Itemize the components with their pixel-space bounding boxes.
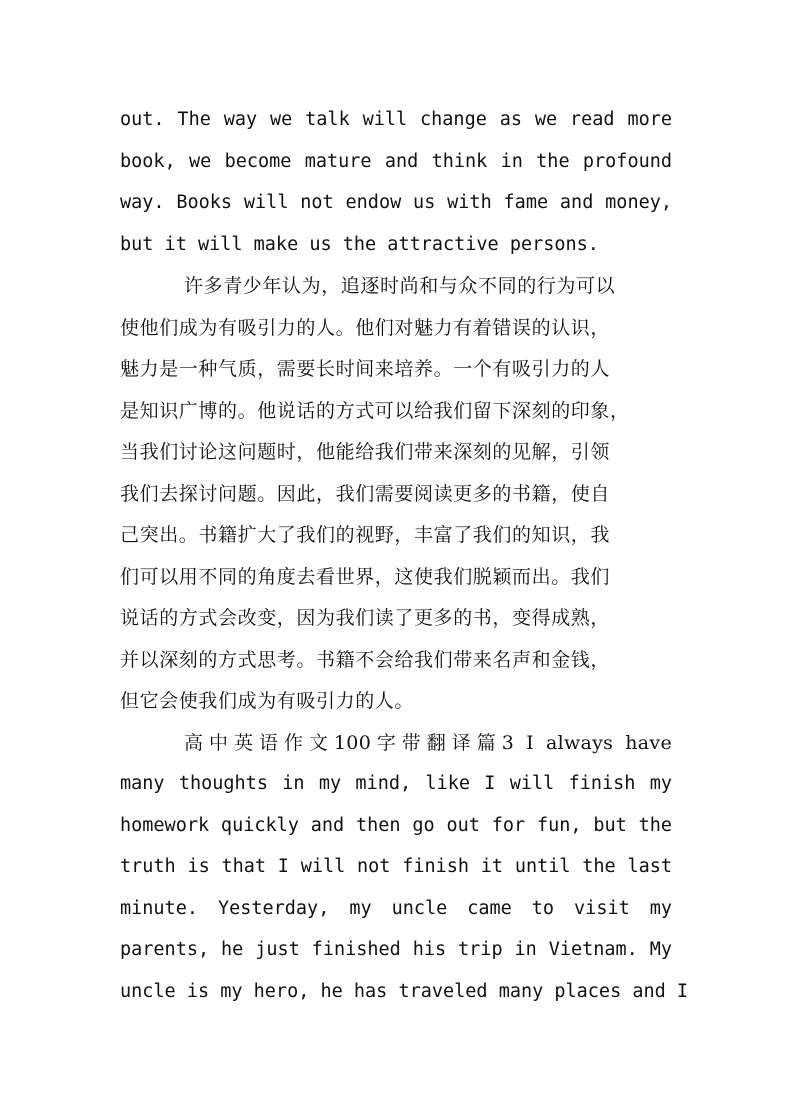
text-line-4: but it will make us the attractive persons. — [120, 234, 599, 255]
text-line-8: 是知识广博的。他说话的方式可以给我们留下深刻的印象， — [120, 400, 630, 422]
text-line-5: 许多青少年认为，追逐时尚和与众不同的行为可以 — [184, 275, 616, 297]
text-line-9: 当我们讨论这问题时，他能给我们带来深刻的见解，引领 — [120, 441, 611, 463]
text-line-20: minute. Yesterday, my uncle came to visit my — [120, 898, 672, 919]
text-line-12: 们可以用不同的角度去看世界，这使我们脱颖而出。我们 — [120, 566, 611, 588]
text-line-10: 我们去探讨问题。因此，我们需要阅读更多的书籍，使自 — [120, 483, 611, 505]
text-line-17: many thoughts in my mind, like I will finish my — [120, 773, 672, 794]
text-line-15: 但它会使我们成为有吸引力的人。 — [120, 690, 415, 712]
text-line-22: uncle is my hero, he has traveled many places and I — [120, 981, 689, 1002]
text-line-13: 说话的方式会改变，因为我们读了更多的书，变得成熟， — [120, 607, 611, 629]
text-line-19: truth is that I will not finish it until the last — [120, 856, 672, 877]
text-line-1: out. The way we talk will change as we read more — [120, 109, 672, 130]
text-line-7: 魅力是一种气质，需要长时间来培养。一个有吸引力的人 — [120, 358, 611, 380]
text-line-6: 使他们成为有吸引力的人。他们对魅力有着错误的认识， — [120, 317, 611, 339]
text-line-14: 并以深刻的方式思考。书籍不会给我们带来名声和金钱， — [120, 649, 611, 671]
text-line-21: parents, he just finished his trip in Vietnam. My — [120, 939, 672, 960]
text-line-18: homework quickly and then go out for fun, but the — [120, 815, 672, 836]
section-heading-line: 高中英语作文100字带翻译篇3 I always have — [184, 732, 672, 754]
text-line-11: 己突出。书籍扩大了我们的视野，丰富了我们的知识，我 — [120, 524, 611, 546]
text-line-2: book, we become mature and think in the profound — [120, 151, 672, 172]
text-line-3: way. Books will not endow us with fame and money, — [120, 192, 672, 213]
